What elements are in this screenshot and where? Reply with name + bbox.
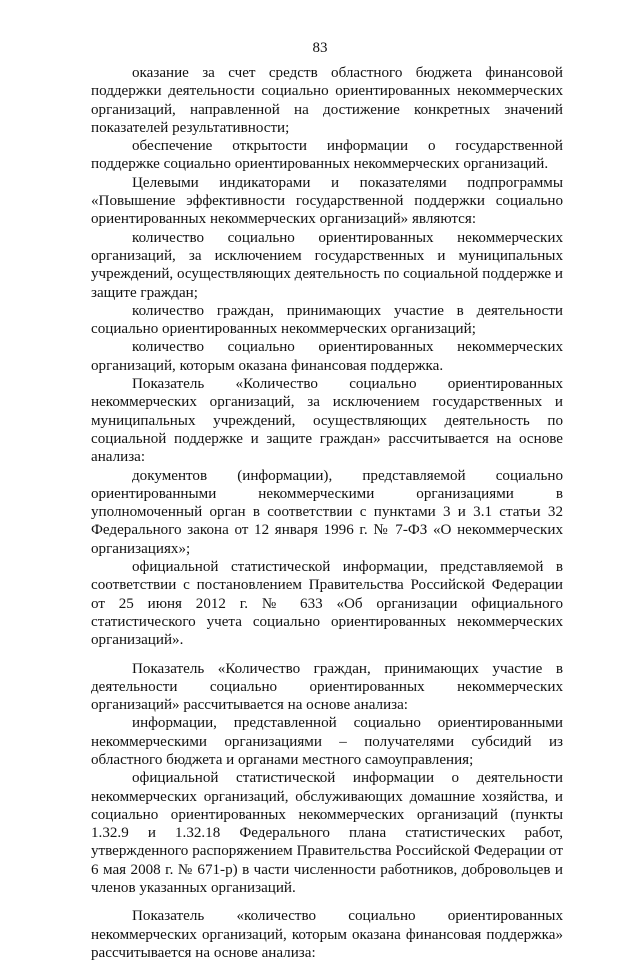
paragraph: обеспечение открытости информации о государственной поддержке социально ориентированных некоммерческих организаций. (91, 138, 563, 173)
paragraph: Показатель «Количество социально ориентированных некоммерческих организаций, за исключением государственных и муниципальных учреждений, осуществляющих деятельность по социальной поддержке и защите граждан» рассчитывается на основе анализа: (91, 376, 563, 466)
paragraph: официальной статистической информации, представляемой в соответствии с постановлением Правительства Российской Федерации от 25 июня 2012 г. № 633 «Об организации официального статистического учета социально ориентированных некоммерческих организаций». (91, 559, 563, 649)
paragraph: информации, представленной социально ориентированными некоммерческими организациями – получателями субсидий из областного бюджета и органами местного самоуправления; (91, 715, 563, 768)
paragraph: документов (информации), представляемой социально ориентированными некоммерческими организациями в уполномоченный орган в соответствии с пунктами 3 и 3.1 статьи 32 Федерального закона от 12 января 1996 г. № 7-ФЗ «О некоммерческих организациях»; (91, 467, 563, 557)
paragraph: Целевыми индикаторами и показателями подпрограммы «Повышение эффективности государственной поддержки социально ориентированных некоммерческих организаций» являются: (91, 174, 563, 228)
paragraph: количество граждан, принимающих участие в деятельности социально ориентированных некоммерческих организаций; (91, 302, 563, 338)
paragraph: количество социально ориентированных некоммерческих организаций, за исключением государственных и муниципальных учреждений, осуществляющих деятельность по социальной поддержке и защите граждан; (91, 229, 563, 301)
body-text (91, 64, 563, 962)
paragraph: Показатель «количество социально ориентированных некоммерческих организаций, которым оказана финансовая поддержка» рассчитывается на основе анализа: (91, 908, 563, 961)
paragraph: оказание за счет средств областного бюджета финансовой поддержки деятельности социально ориентированных некоммерческих организаций, направленной на достижение конкретных значений показателей результативности; (91, 65, 563, 136)
page-number: 83 (312, 40, 328, 56)
paragraph: Показатель «Количество граждан, принимающих участие в деятельности социально ориентированных некоммерческих организаций» рассчитывается на основе анализа: (91, 660, 563, 714)
paragraph: количество социально ориентированных некоммерческих организаций, которым оказана финансовая поддержка. (91, 339, 563, 374)
paragraph: официальной статистической информации о деятельности некоммерческих организаций, обслуживающих домашние хозяйства, и социально ориентированных некоммерческих организаций (пункты 1.32.9 и 1.32.18 Федерального плана статистических работ, утвержденного распоряжением Правительства Российской Федерации от 6 мая 2008 г. № 671-р) в части численности работников, добровольцев и членов указанных организаций. (91, 770, 563, 897)
